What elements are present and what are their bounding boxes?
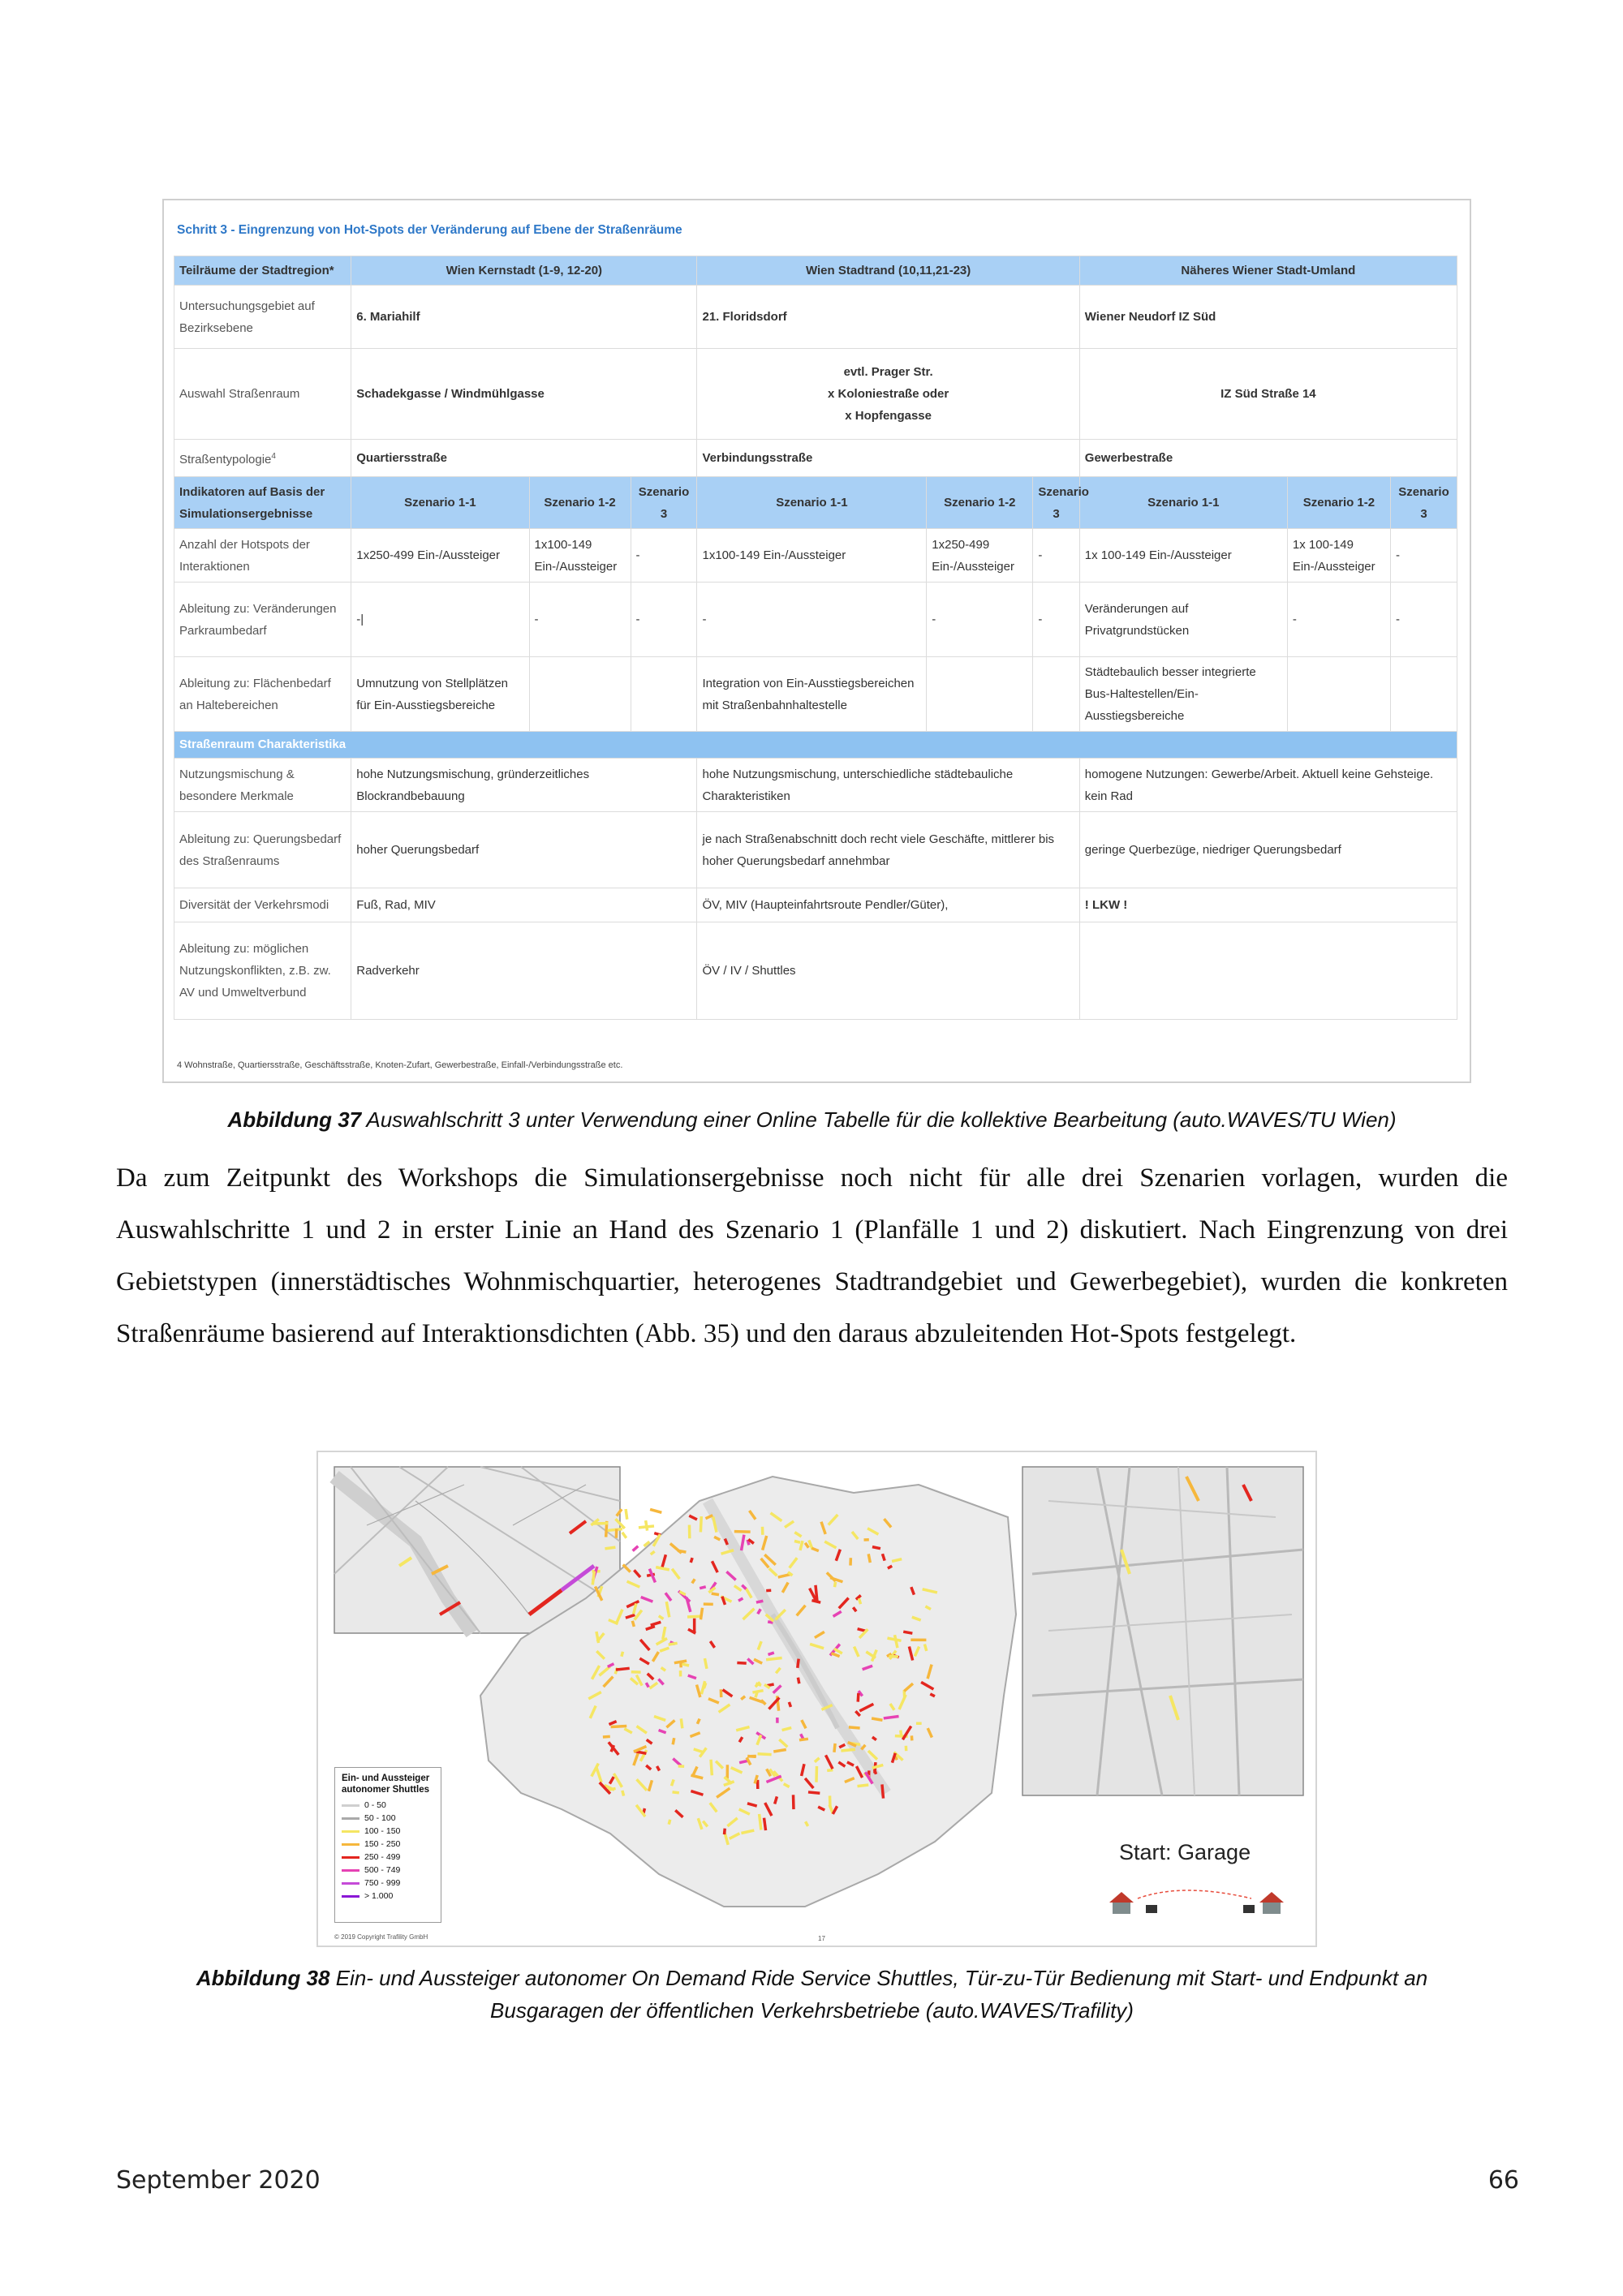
hotspot-segment <box>687 1616 702 1617</box>
cell: ÖV, MIV (Haupteinfahrtsroute Pendler/Güter), <box>697 888 1079 922</box>
caption-label: Abbildung 37 <box>227 1107 362 1132</box>
figure-38-map-image <box>316 1451 1317 1947</box>
cell: geringe Querbezüge, niedriger Querungsbedarf <box>1079 812 1457 888</box>
table-row <box>174 583 1457 657</box>
hotspot-segment <box>868 1554 870 1563</box>
legend-rows <box>342 1799 434 1903</box>
hotspot-segment <box>884 1716 899 1718</box>
hotspot-segment <box>592 1572 594 1585</box>
cell: Wiener Neudorf IZ Süd <box>1079 286 1457 349</box>
figure-37-caption <box>116 1103 1508 1136</box>
legend-swatch <box>342 1895 359 1898</box>
hotspot-segment <box>669 1643 678 1645</box>
cell: - <box>631 583 697 657</box>
hotspot-segment <box>882 1784 884 1798</box>
cell: Wien Stadtrand (10,11,21-23) <box>697 256 1079 286</box>
hotspot-segment <box>872 1547 880 1549</box>
inset-map-right <box>1022 1467 1303 1795</box>
hotspot-segment <box>773 1749 786 1751</box>
cell: Szenario 1-2 <box>529 477 631 529</box>
cell: Szenario 3 <box>631 477 697 529</box>
cell: Ableitung zu: möglichen Nutzungskonflikten, z.B. zw. AV und Umweltverbund <box>174 922 351 1020</box>
cell: hoher Querungsbedarf <box>351 812 697 888</box>
cell: - <box>1287 583 1390 657</box>
legend-label: 250 - 499 <box>364 1852 401 1862</box>
hotspot-segment <box>691 1558 692 1563</box>
cell: homogene Nutzungen: Gewerbe/Arbeit. Aktuell keine Gehsteige. kein Rad <box>1079 759 1457 812</box>
table-row <box>174 888 1457 922</box>
hotspot-segment <box>700 1608 702 1620</box>
cell: Städtebaulich besser integrierte Bus-Haltestellen/Ein-Ausstiegsbereiche <box>1079 657 1287 732</box>
table-row <box>174 657 1457 732</box>
cell: - <box>1390 583 1457 657</box>
caption-text: Ein- und Aussteiger autonomer On Demand Ride Service Shuttles, Tür-zu-Tür Bedienung mit Start- und Endpunkt an <box>329 1966 1428 1990</box>
footer-date: September 2020 <box>116 2166 321 2195</box>
hotspot-segment <box>682 1664 689 1666</box>
legend-label: 750 - 999 <box>364 1878 401 1888</box>
hotspot-segment <box>924 1645 926 1651</box>
hotspot-segment <box>711 1760 712 1776</box>
cell: hohe Nutzungsmischung, unterschiedliche städtebauliche Charakteristiken <box>697 759 1079 812</box>
hotspot-segment <box>808 1792 820 1793</box>
hotspot-segment <box>766 1658 782 1660</box>
garage-route-graphic <box>1085 1834 1304 1935</box>
cell: - <box>697 583 927 657</box>
cell: Szenario 3 <box>1033 477 1079 529</box>
cell: 1x250-499 Ein-/Aussteiger <box>927 529 1033 583</box>
hotspot-segment <box>700 1516 701 1532</box>
legend-item <box>342 1851 434 1864</box>
cell <box>1033 657 1079 732</box>
hotspot-segment <box>646 1520 648 1530</box>
cell: Diversität der Verkehrsmodi <box>174 888 351 922</box>
hotspot-segment <box>650 1509 661 1512</box>
legend-swatch <box>342 1804 359 1807</box>
hotspot-segment <box>673 1738 674 1744</box>
cell <box>1287 657 1390 732</box>
cell: - <box>927 583 1033 657</box>
hotspot-segment <box>857 1785 868 1786</box>
hotspot-segment <box>794 1541 800 1543</box>
cell: - <box>1033 583 1079 657</box>
hotspot-segment <box>704 1658 706 1669</box>
cell: Verbindungsstraße <box>697 440 1079 477</box>
legend-item <box>342 1877 434 1890</box>
map-copyright: © 2019 Copyright Trafility GmbH <box>334 1933 428 1941</box>
footer-page-number: 66 <box>1487 2166 1519 2195</box>
bus-icon <box>1146 1905 1157 1913</box>
cell: - <box>631 529 697 583</box>
hotspot-segment <box>764 1818 766 1830</box>
cell: Szenario 1-2 <box>927 477 1033 529</box>
cell: 21. Floridsdorf <box>697 286 1079 349</box>
table-row <box>174 812 1457 888</box>
cell: 1x250-499 Ein-/Aussteiger <box>351 529 529 583</box>
cell: Umnutzung von Stellplätzen für Ein-Ausstiegsbereiche <box>351 657 529 732</box>
hotspot-segment <box>704 1683 705 1688</box>
cell: ! LKW ! <box>1079 888 1457 922</box>
legend-swatch <box>342 1830 359 1833</box>
cell: - <box>529 583 631 657</box>
table-row <box>174 922 1457 1020</box>
legend-item <box>342 1812 434 1825</box>
caption-label: Abbildung 38 <box>196 1966 330 1990</box>
cell: Ableitung zu: Veränderungen Parkraumbedarf <box>174 583 351 657</box>
cell: IZ Süd Straße 14 <box>1079 349 1457 440</box>
cell-line: evtl. Prager Str. <box>843 365 933 379</box>
cell <box>1079 922 1457 1020</box>
cell: 1x100-149 Ein-/Aussteiger <box>697 529 927 583</box>
hotspot-segment <box>834 1743 835 1752</box>
cell-line: x Hopfengasse <box>845 409 932 423</box>
hotspot-segment <box>737 1662 746 1663</box>
legend-swatch <box>342 1843 359 1846</box>
hotspot-segment <box>616 1668 630 1670</box>
cell: - <box>1033 529 1079 583</box>
cell: Gewerbestraße <box>1079 440 1457 477</box>
cell: 1x 100-149 Ein-/Aussteiger <box>1287 529 1390 583</box>
cell: Untersuchungsgebiet auf Bezirksebene <box>174 286 351 349</box>
legend-swatch <box>342 1882 359 1885</box>
cell: -| <box>351 583 529 657</box>
cell: Szenario 1-1 <box>697 477 927 529</box>
legend-item <box>342 1838 434 1851</box>
hotspot-segment <box>669 1820 670 1825</box>
hotspot-segment <box>605 1547 615 1549</box>
hotspot-segment <box>858 1693 859 1702</box>
cell <box>631 657 697 732</box>
hotspot-segment <box>632 1621 634 1627</box>
cell: Näheres Wiener Stadt-Umland <box>1079 256 1457 286</box>
cell: je nach Straßenabschnitt doch recht viele Geschäfte, mittlerer bis hoher Querungsbedarf annehmbar <box>697 812 1079 888</box>
hotspot-segment <box>768 1653 774 1654</box>
legend-swatch <box>342 1869 359 1872</box>
cell: Ableitung zu: Querungsbedarf des Straßenraums <box>174 812 351 888</box>
cell <box>927 657 1033 732</box>
legend-swatch <box>342 1856 359 1859</box>
hotspot-segment <box>622 1533 626 1538</box>
cell-line: x Koloniestraße oder <box>828 387 949 401</box>
hotspot-segment <box>798 1678 799 1683</box>
cell: Ableitung zu: Flächenbedarf an Haltebereichen <box>174 657 351 732</box>
hotspot-segment <box>901 1731 902 1736</box>
hotspot-segment <box>872 1718 882 1720</box>
cell <box>174 440 351 477</box>
footnote-mark: 4 <box>271 452 276 461</box>
hotspot-segment <box>673 1792 679 1793</box>
cell: Quartiersstraße <box>351 440 697 477</box>
hotspot-segment <box>608 1529 622 1531</box>
garage-end-icon <box>1259 1892 1284 1903</box>
legend-label: 150 - 250 <box>364 1839 401 1849</box>
legend-item <box>342 1890 434 1903</box>
cell-label: Straßentypologie <box>179 453 272 467</box>
hotspot-segment <box>622 1652 623 1657</box>
hotspot-segment <box>603 1736 610 1737</box>
legend-label: > 1.000 <box>364 1891 394 1901</box>
hotspot-segment <box>633 1546 639 1551</box>
selection-step-3-table <box>174 256 1457 1020</box>
cell: Szenario 1-2 <box>1287 477 1390 529</box>
hotspot-segment <box>816 1766 817 1782</box>
bus-icon-end <box>1243 1905 1255 1913</box>
cell: Nutzungsmischung & besondere Merkmale <box>174 759 351 812</box>
hotspot-segment <box>734 1532 751 1533</box>
garage-end-icon-body <box>1263 1903 1281 1914</box>
hotspot-segment <box>798 1659 799 1668</box>
hotspot-segment <box>834 1582 835 1587</box>
caption-line-2: Busgaragen der öffentlichen Verkehrsbetriebe (auto.WAVES/Trafility) <box>490 1998 1134 2023</box>
hotspot-segment <box>712 1593 719 1595</box>
cell: 1x 100-149 Ein-/Aussteiger <box>1079 529 1287 583</box>
table-row <box>174 440 1457 477</box>
figure-38-caption <box>116 1962 1508 2027</box>
hotspot-segment <box>739 1761 747 1762</box>
cell: - <box>1390 529 1457 583</box>
hotspot-segment <box>859 1598 860 1604</box>
legend-item <box>342 1825 434 1838</box>
body-paragraph: Da zum Zeitpunkt des Workshops die Simulationsergebnisse noch nicht für alle drei Szenarien vorlagen, wurden die Auswahlschritte 1 und 2 in erster Linie an Hand des Szenario 1 (Planfälle 1 und 2) diskutiert. Nach Eingrenzung von drei Gebietstypen (innerstädtisches Wohnmischquartier, heterogenes Stadtrandgebiet und Gewerbegebiet), wurden die konkreten Straßenräume basierend auf Interaktionsdichten (Abb. 35) und den daraus abzuleitenden Hot-Spots festgelegt. <box>116 1163 1508 1348</box>
table-title: Schritt 3 - Eingrenzung von Hot-Spots der Veränderung auf Ebene der Straßenräume <box>177 223 682 237</box>
start-garage-label: Start: Garage <box>1119 1840 1251 1864</box>
cell: Radverkehr <box>351 922 697 1020</box>
cell: Wien Kernstadt (1-9, 12-20) <box>351 256 697 286</box>
table-footnote: 4 Wohnstraße, Quartiersstraße, Geschäftsstraße, Knoten-Zufart, Gewerbestraße, Einfall-/Verbindungsstraße etc. <box>177 1060 623 1070</box>
hotspot-segment <box>789 1702 790 1707</box>
indicator-header-row <box>174 477 1457 529</box>
cell: 1x100-149 Ein-/Aussteiger <box>529 529 631 583</box>
table-row <box>174 349 1457 440</box>
hotspot-segment <box>622 1791 624 1796</box>
hotspot-segment <box>849 1727 860 1728</box>
map-legend <box>334 1767 441 1923</box>
cell: Straßenraum Charakteristika <box>174 732 1457 759</box>
cell: Szenario 3 <box>1390 477 1457 529</box>
cell: Integration von Ein-Ausstiegsbereichen mit Straßenbahnhaltestelle <box>697 657 927 732</box>
legend-label: 50 - 100 <box>364 1813 396 1823</box>
hotspot-segment <box>758 1754 772 1755</box>
garage-start-icon-body <box>1113 1903 1130 1914</box>
cell: 6. Mariahilf <box>351 286 697 349</box>
figure-37-table-image <box>162 199 1471 1083</box>
cell: Fuß, Rad, MIV <box>351 888 697 922</box>
caption-line-1 <box>116 1962 1508 1994</box>
legend-label: 100 - 150 <box>364 1826 401 1836</box>
cell: Szenario 1-1 <box>1079 477 1287 529</box>
garage-start-icon <box>1109 1892 1134 1903</box>
table-row <box>174 286 1457 349</box>
cell: hohe Nutzungsmischung, gründerzeitliches Blockrandbebauung <box>351 759 697 812</box>
cell: Auswahl Straßenraum <box>174 349 351 440</box>
section-header-row <box>174 732 1457 759</box>
hotspot-segment <box>827 1770 833 1771</box>
hotspot-segment <box>756 1601 763 1602</box>
legend-swatch <box>342 1817 359 1820</box>
legend-label: 500 - 749 <box>364 1865 401 1875</box>
legend-item <box>342 1864 434 1877</box>
legend-title: Ein- und Aussteiger autonomer Shuttles <box>342 1774 430 1795</box>
cell <box>529 657 631 732</box>
cell <box>697 349 1079 440</box>
cell: Teilräume der Stadtregion* <box>174 256 351 286</box>
start-garage-panel <box>1085 1834 1304 1935</box>
cell: Schadekgasse / Windmühlgasse <box>351 349 697 440</box>
table-row <box>174 759 1457 812</box>
hotspot-segment <box>841 1749 855 1751</box>
hotspot-segment <box>903 1632 912 1633</box>
cell: Veränderungen auf Privatgrundstücken <box>1079 583 1287 657</box>
route-line <box>1138 1890 1251 1898</box>
hotspot-segment <box>756 1692 757 1697</box>
hotspot-segment <box>700 1587 706 1589</box>
hotspot-segment <box>875 1769 876 1774</box>
legend-label: 0 - 50 <box>364 1800 386 1810</box>
cell: ÖV / IV / Shuttles <box>697 922 1079 1020</box>
table-row <box>174 529 1457 583</box>
caption-text: Auswahlschritt 3 unter Verwendung einer Online Tabelle für die kollektive Bearbeitung (auto.WAVES/TU Wien) <box>361 1107 1397 1132</box>
hotspot-segment <box>681 1718 682 1728</box>
hotspot-segment <box>760 1814 761 1830</box>
map-page-number: 17 <box>818 1935 825 1942</box>
cell: Anzahl der Hotspots der Interaktionen <box>174 529 351 583</box>
cell <box>1390 657 1457 732</box>
cell: Indikatoren auf Basis der Simulationsergebnisse <box>174 477 351 529</box>
cell: Szenario 1-1 <box>351 477 529 529</box>
legend-item <box>342 1799 434 1812</box>
table-header-row <box>174 256 1457 286</box>
hotspot-segment <box>626 1509 627 1520</box>
